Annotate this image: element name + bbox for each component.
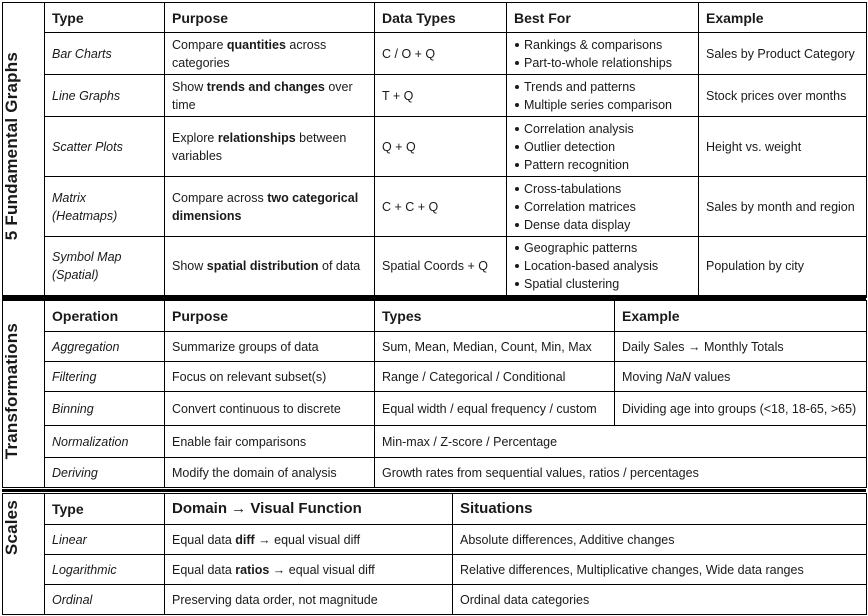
purpose-emphasis: spatial distribution	[206, 259, 319, 273]
graph-example: Sales by month and region	[699, 177, 867, 237]
scale-function	[165, 525, 453, 555]
operation-types: Range / Categorical / Conditional	[375, 362, 615, 392]
scale-type: Ordinal	[45, 585, 165, 615]
scale-type: Linear	[45, 525, 165, 555]
operation-name: Binning	[45, 392, 165, 426]
graph-best-for	[507, 33, 699, 75]
purpose-emphasis: quantities	[226, 37, 286, 52]
operation-purpose: Summarize groups of data	[165, 332, 375, 362]
graph-purpose	[165, 177, 375, 237]
best-for-item: Location-based analysis	[514, 257, 691, 275]
graph-purpose	[165, 237, 375, 297]
table-row	[3, 585, 867, 615]
best-for-item: Dense data display	[514, 216, 691, 234]
scale-situations: Relative differences, Multiplicative changes, Wide data ranges	[453, 555, 867, 585]
operation-types: Sum, Mean, Median, Count, Min, Max	[375, 332, 615, 362]
purpose-emphasis: trends and changes	[206, 79, 325, 94]
section-label-cell	[3, 3, 45, 297]
column-header-operation: Operation	[45, 301, 165, 332]
operation-purpose: Enable fair comparisons	[165, 426, 375, 458]
graph-example: Stock prices over months	[699, 75, 867, 117]
graph-type	[45, 237, 165, 297]
operation-name: Aggregation	[45, 332, 165, 362]
scale-type: Logarithmic	[45, 555, 165, 585]
table-row	[3, 426, 867, 458]
table-row	[3, 237, 867, 297]
graph-type: Line Graphs	[45, 75, 165, 117]
graph-data-types: T + Q	[375, 75, 507, 117]
best-for-item: Outlier detection	[514, 138, 691, 156]
purpose-text: Show	[172, 259, 207, 273]
graph-type-line: (Heatmaps)	[52, 208, 118, 223]
best-for-item: Correlation matrices	[514, 198, 691, 216]
graph-type	[45, 177, 165, 237]
purpose-text: over time	[172, 79, 353, 112]
column-header-data-types: Data Types	[375, 3, 507, 33]
section-label: Transformations	[2, 323, 21, 460]
section-label-cell	[3, 494, 45, 615]
purpose-text: Show	[172, 79, 207, 94]
scale-situations: Ordinal data categories	[453, 585, 867, 615]
best-for-item: Trends and patterns	[514, 78, 691, 96]
column-header-example: Example	[699, 3, 867, 33]
function-text: Equal data	[172, 562, 236, 577]
column-header-type: Type	[45, 494, 165, 525]
example-text: Moving	[622, 369, 666, 384]
graph-type: Bar Charts	[45, 33, 165, 75]
column-header-example: Example	[615, 301, 867, 332]
operation-name: Deriving	[45, 458, 165, 488]
graph-type-line: Matrix	[52, 190, 87, 205]
operation-purpose: Modify the domain of analysis	[165, 458, 375, 488]
graph-type-line: Symbol Map	[52, 250, 122, 264]
operation-example: Daily Sales → Monthly Totals	[615, 332, 867, 362]
table-header-row	[3, 301, 867, 332]
graph-data-types: C / O + Q	[375, 33, 507, 75]
column-header-situations: Situations	[453, 494, 867, 525]
fundamental-graphs-table	[2, 2, 867, 298]
column-header-domain-visual-function: Domain → Visual Function	[165, 494, 453, 525]
operation-example: Dividing age into groups (<18, 18-65, >65)	[615, 392, 867, 426]
function-text: → equal visual diff	[254, 532, 361, 547]
operation-example	[615, 362, 867, 392]
graph-best-for	[507, 177, 699, 237]
purpose-text: Compare	[172, 37, 227, 52]
purpose-text: Compare across	[172, 190, 268, 205]
graph-purpose	[165, 75, 375, 117]
operation-types: Growth rates from sequential values, ratios / percentages	[375, 458, 867, 488]
graph-purpose	[165, 33, 375, 75]
section-label: 5 Fundamental Graphs	[2, 52, 21, 241]
column-header-best-for: Best For	[507, 3, 699, 33]
operation-name: Filtering	[45, 362, 165, 392]
function-text: Equal data	[172, 532, 236, 547]
table-row	[3, 332, 867, 362]
graph-purpose	[165, 117, 375, 177]
purpose-emphasis: relationships	[217, 130, 296, 145]
operation-purpose: Convert continuous to discrete	[165, 392, 375, 426]
graph-type: Scatter Plots	[45, 117, 165, 177]
operation-types: Equal width / equal frequency / custom	[375, 392, 615, 426]
purpose-text: across categories	[172, 37, 327, 70]
graph-data-types: C + C + Q	[375, 177, 507, 237]
table-row	[3, 458, 867, 488]
best-for-item: Cross-tabulations	[514, 180, 691, 198]
table-row	[3, 555, 867, 585]
table-row	[3, 75, 867, 117]
operation-types: Min-max / Z-score / Percentage	[375, 426, 867, 458]
best-for-item: Geographic patterns	[514, 239, 691, 257]
graph-data-types: Q + Q	[375, 117, 507, 177]
table-row	[3, 392, 867, 426]
column-header-purpose: Purpose	[165, 301, 375, 332]
best-for-item: Part-to-whole relationships	[514, 54, 691, 72]
graph-example: Sales by Product Category	[699, 33, 867, 75]
purpose-text: between variables	[172, 130, 347, 163]
section-label: Scales	[2, 500, 21, 556]
graph-type-line: (Spatial)	[52, 268, 99, 282]
column-header-type: Type	[45, 3, 165, 33]
graph-best-for	[507, 75, 699, 117]
graph-example: Height vs. weight	[699, 117, 867, 177]
scales-table	[2, 493, 867, 615]
graph-best-for	[507, 237, 699, 297]
function-text: → equal visual diff	[269, 562, 375, 577]
section-label-cell	[3, 301, 45, 488]
transformations-table	[2, 300, 867, 488]
table-header-row	[3, 494, 867, 525]
column-header-types: Types	[375, 301, 615, 332]
operation-purpose: Focus on relevant subset(s)	[165, 362, 375, 392]
purpose-emphasis: two categorical dimensions	[172, 190, 359, 223]
graph-example: Population by city	[699, 237, 867, 297]
function-emphasis: ratios	[235, 562, 270, 577]
function-emphasis: diff	[235, 532, 255, 547]
section-divider	[2, 489, 866, 492]
scale-situations: Absolute differences, Additive changes	[453, 525, 867, 555]
best-for-item: Correlation analysis	[514, 120, 691, 138]
column-header-purpose: Purpose	[165, 3, 375, 33]
scale-function	[165, 555, 453, 585]
table-row	[3, 117, 867, 177]
best-for-item: Rankings & comparisons	[514, 36, 691, 54]
best-for-item: Multiple series comparison	[514, 96, 691, 114]
table-row	[3, 362, 867, 392]
best-for-item: Spatial clustering	[514, 275, 691, 293]
table-row	[3, 177, 867, 237]
best-for-item: Pattern recognition	[514, 156, 691, 174]
purpose-text: Explore	[172, 130, 218, 145]
example-text: values	[690, 369, 731, 384]
graph-data-types: Spatial Coords + Q	[375, 237, 507, 297]
scale-function: Preserving data order, not magnitude	[165, 585, 453, 615]
table-row	[3, 33, 867, 75]
purpose-text: of data	[318, 259, 361, 273]
operation-name: Normalization	[45, 426, 165, 458]
graph-best-for	[507, 117, 699, 177]
table-row	[3, 525, 867, 555]
example-emphasis: NaN	[665, 369, 691, 384]
table-header-row	[3, 3, 867, 33]
